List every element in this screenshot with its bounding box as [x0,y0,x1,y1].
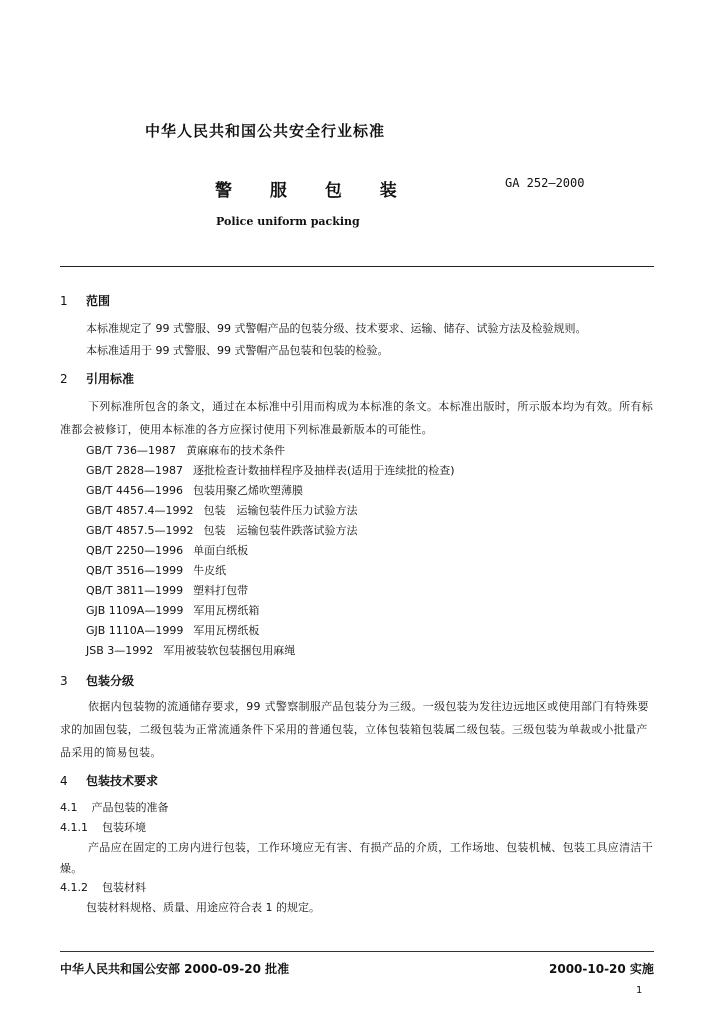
subsection-4-1-heading [60,798,169,818]
issuer-approval: 中华人民共和国公安部 2000-09-20 批准 [60,962,290,976]
english-title: Police uniform packing [216,215,360,228]
standard-code: GA 252—2000 [505,176,585,190]
section-3-text: 依据内包装物的流通储存要求，99 式警察制服产品包装分为三级。一级包装为发往边远地区或使用部门有特殊要求的加固包装，二级包装为正常流通条件下采用的普通包装，立体包装箱包装属二级包装。三级包装为单裁或小批量产品采用的简易包装。 [60,700,649,759]
document-title: 警 服 包 装 [215,181,413,201]
section-title: 包装分级 [86,674,135,688]
section-number: 3 [60,674,68,688]
subsection-4-1-1-text: 产品应在固定的工房内进行包装，工作环境应无有害、有损产品的介质，工作场地、包装机械、包装工具应清洁干燥。 [60,841,653,875]
reference-name: 塑料打包带 [193,584,249,597]
subsection-number: 4.1.2 [60,881,88,894]
reference-item [86,582,248,598]
section-4-heading [60,772,158,789]
subsection-number: 4.1 [60,801,78,814]
reference-name: 包装 运输包装件跌落试验方法 [203,524,358,537]
subsection-title: 产品包装的准备 [91,801,169,814]
section-1-line-1: 本标准规定了 99 式警服、99 式警帽产品的包装分级、技术要求、运输、储存、试验方法及检验规则。 [86,322,587,335]
reference-code: GB/T 4857.4—1992 [86,504,194,517]
section-1-line-2: 本标准适用于 99 式警服、99 式警帽产品包装和包装的检验。 [86,344,389,357]
reference-name: 军用瓦楞纸板 [193,624,260,637]
section-title: 引用标准 [86,372,135,386]
section-2-intro: 下列标准所包含的条文，通过在本标准中引用而构成为本标准的条文。本标准出版时，所示版本均为有效。所有标准都会被修订，使用本标准的各方应探讨使用下列标准最新版本的可能性。 [60,400,653,436]
section-2-heading [60,370,134,387]
reference-item [86,482,303,498]
reference-name: 黄麻麻布的技术条件 [185,444,285,457]
section-title: 包装技术要求 [86,774,159,788]
reference-item [86,522,357,538]
reference-name: 包装用聚乙烯吹塑薄膜 [192,484,303,497]
reference-name: 军用瓦楞纸箱 [193,604,260,617]
footer-divider [60,951,654,952]
subsection-title: 包装材料 [102,881,146,894]
section-title: 范围 [86,294,111,308]
reference-code: GB/T 736—1987 [86,444,176,457]
section-number: 2 [60,372,68,386]
reference-item [86,562,226,578]
reference-code: JSB 3—1992 [86,644,154,657]
reference-code: GJB 1109A—1999 [86,604,184,617]
header-divider [60,266,654,267]
subsection-4-1-2-heading [60,878,146,898]
reference-item [86,642,295,658]
reference-name: 包装 运输包装件压力试验方法 [203,504,358,517]
page-number: 1 [636,985,643,996]
reference-name: 逐批检查计数抽样程序及抽样表(适用于连续批的检查) [192,464,455,477]
section-3-heading [60,672,134,689]
reference-item [86,622,259,638]
reference-item [86,442,285,458]
reference-item [86,542,248,558]
section-number: 4 [60,774,68,788]
section-number: 1 [60,294,68,308]
reference-code: GB/T 4456—1996 [86,484,183,497]
reference-name: 军用被装软包装捆包用麻绳 [163,644,296,657]
reference-name: 单面白纸板 [193,544,249,557]
subsection-title: 包装环境 [102,821,146,834]
standard-type-heading: 中华人民共和国公共安全行业标准 [145,122,386,140]
reference-code: QB/T 2250—1996 [86,544,184,557]
reference-name: 牛皮纸 [193,564,227,577]
subsection-number: 4.1.1 [60,821,88,834]
reference-item [86,462,455,478]
reference-code: GB/T 2828—1987 [86,464,183,477]
effective-date: 2000-10-20 实施 [549,962,654,976]
reference-item [86,602,259,618]
reference-code: GB/T 4857.5—1992 [86,524,194,537]
subsection-4-1-1-heading [60,818,146,838]
reference-code: QB/T 3811—1999 [86,584,184,597]
subsection-4-1-2-text: 包装材料规格、质量、用途应符合表 1 的规定。 [86,901,320,914]
section-1-heading [60,292,110,309]
reference-item [86,502,357,518]
reference-code: QB/T 3516—1999 [86,564,184,577]
reference-code: GJB 1110A—1999 [86,624,184,637]
